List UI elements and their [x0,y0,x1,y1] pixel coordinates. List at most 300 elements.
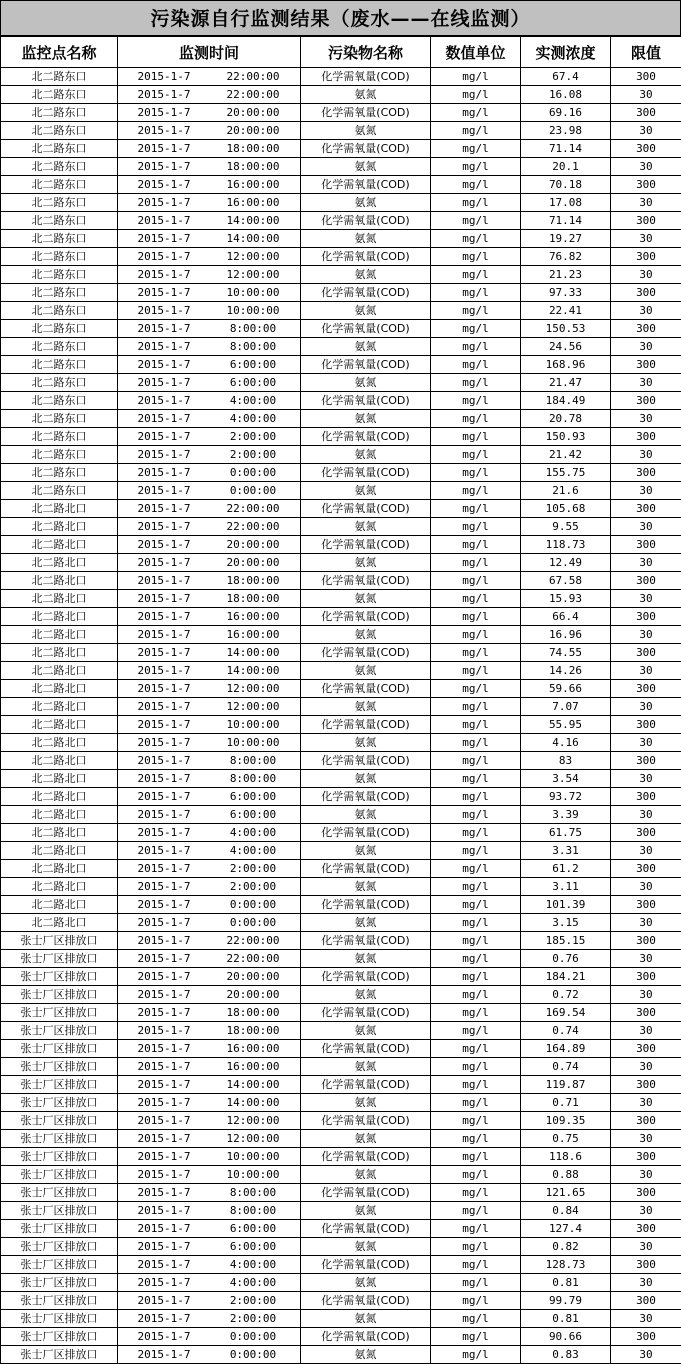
limit-cell: 300 [611,176,681,194]
pollutant-cell: 化学需氧量(COD) [301,104,431,122]
clock-value: 10:00:00 [208,1148,298,1165]
concentration-cell: 61.75 [521,824,611,842]
date-value: 2015-1-7 [120,1166,208,1183]
concentration-cell: 20.78 [521,410,611,428]
unit-cell: mg/l [431,320,521,338]
table-row [1,86,681,104]
pollutant-cell: 化学需氧量(COD) [301,860,431,878]
table-row [1,698,681,716]
pollutant-cell: 化学需氧量(COD) [301,644,431,662]
limit-cell: 30 [611,878,681,896]
unit-cell: mg/l [431,806,521,824]
clock-value: 12:00:00 [208,1130,298,1147]
unit-cell: mg/l [431,572,521,590]
clock-value: 22:00:00 [208,86,298,103]
date-value: 2015-1-7 [120,1202,208,1219]
date-value: 2015-1-7 [120,752,208,769]
site-cell: 北二路北口 [1,554,118,572]
pollutant-cell: 化学需氧量(COD) [301,1292,431,1310]
date-value: 2015-1-7 [120,536,208,553]
table-row [1,1004,681,1022]
date-value: 2015-1-7 [120,446,208,463]
site-cell: 北二路北口 [1,572,118,590]
time-cell [118,446,301,464]
concentration-cell: 21.47 [521,374,611,392]
date-value: 2015-1-7 [120,212,208,229]
limit-cell: 300 [611,860,681,878]
site-cell: 北二路东口 [1,122,118,140]
clock-value: 20:00:00 [208,968,298,985]
unit-cell: mg/l [431,374,521,392]
date-value: 2015-1-7 [120,284,208,301]
pollutant-cell: 氨氮 [301,662,431,680]
time-cell [118,338,301,356]
site-cell: 张士厂区排放口 [1,932,118,950]
date-value: 2015-1-7 [120,1130,208,1147]
table-row [1,1274,681,1292]
pollutant-cell: 氨氮 [301,1346,431,1364]
table-row [1,554,681,572]
table-row [1,896,681,914]
clock-value: 22:00:00 [208,950,298,967]
time-cell [118,104,301,122]
clock-value: 20:00:00 [208,122,298,139]
clock-value: 0:00:00 [208,1346,298,1363]
table-row [1,536,681,554]
concentration-cell: 7.07 [521,698,611,716]
site-cell: 张士厂区排放口 [1,1292,118,1310]
table-row [1,770,681,788]
clock-value: 0:00:00 [208,1328,298,1345]
time-cell [118,482,301,500]
date-value: 2015-1-7 [120,734,208,751]
date-value: 2015-1-7 [120,626,208,643]
table-row [1,608,681,626]
table-row [1,644,681,662]
concentration-cell: 21.6 [521,482,611,500]
time-cell [118,932,301,950]
clock-value: 14:00:00 [208,1076,298,1093]
time-cell [118,1148,301,1166]
table-row [1,1148,681,1166]
pollutant-cell: 化学需氧量(COD) [301,1256,431,1274]
concentration-cell: 93.72 [521,788,611,806]
clock-value: 2:00:00 [208,860,298,877]
limit-cell: 30 [611,482,681,500]
site-cell: 北二路北口 [1,662,118,680]
clock-value: 18:00:00 [208,158,298,175]
table-row [1,338,681,356]
date-value: 2015-1-7 [120,986,208,1003]
unit-cell: mg/l [431,68,521,86]
concentration-cell: 67.58 [521,572,611,590]
unit-cell: mg/l [431,1094,521,1112]
unit-cell: mg/l [431,932,521,950]
pollutant-cell: 氨氮 [301,230,431,248]
clock-value: 14:00:00 [208,212,298,229]
clock-value: 4:00:00 [208,824,298,841]
unit-cell: mg/l [431,824,521,842]
limit-cell: 300 [611,392,681,410]
limit-cell: 30 [611,194,681,212]
limit-cell: 30 [611,230,681,248]
pollutant-cell: 化学需氧量(COD) [301,608,431,626]
time-cell [118,1040,301,1058]
limit-cell: 30 [611,1310,681,1328]
time-cell [118,1346,301,1364]
unit-cell: mg/l [431,158,521,176]
time-cell [118,86,301,104]
site-cell: 张士厂区排放口 [1,1238,118,1256]
time-cell [118,1238,301,1256]
site-cell: 北二路北口 [1,716,118,734]
site-cell: 张士厂区排放口 [1,1058,118,1076]
concentration-cell: 3.39 [521,806,611,824]
date-value: 2015-1-7 [120,320,208,337]
unit-cell: mg/l [431,734,521,752]
unit-cell: mg/l [431,770,521,788]
time-cell [118,698,301,716]
clock-value: 4:00:00 [208,1274,298,1291]
limit-cell: 30 [611,950,681,968]
site-cell: 张士厂区排放口 [1,1184,118,1202]
date-value: 2015-1-7 [120,644,208,661]
clock-value: 12:00:00 [208,680,298,697]
date-value: 2015-1-7 [120,608,208,625]
site-cell: 北二路东口 [1,230,118,248]
pollutant-cell: 氨氮 [301,842,431,860]
clock-value: 10:00:00 [208,284,298,301]
clock-value: 2:00:00 [208,1310,298,1327]
unit-cell: mg/l [431,608,521,626]
date-value: 2015-1-7 [120,1112,208,1129]
time-cell [118,1292,301,1310]
limit-cell: 30 [611,734,681,752]
table-row [1,806,681,824]
concentration-cell: 16.96 [521,626,611,644]
time-cell [118,986,301,1004]
time-cell [118,122,301,140]
table-row [1,500,681,518]
unit-cell: mg/l [431,554,521,572]
unit-cell: mg/l [431,698,521,716]
unit-cell: mg/l [431,1040,521,1058]
time-cell [118,680,301,698]
table-row [1,1058,681,1076]
pollutant-cell: 氨氮 [301,1094,431,1112]
concentration-cell: 101.39 [521,896,611,914]
site-cell: 北二路北口 [1,878,118,896]
limit-cell: 300 [611,1112,681,1130]
date-value: 2015-1-7 [120,680,208,697]
time-cell [118,626,301,644]
unit-cell: mg/l [431,1076,521,1094]
site-cell: 张士厂区排放口 [1,986,118,1004]
limit-cell: 300 [611,824,681,842]
unit-cell: mg/l [431,446,521,464]
date-value: 2015-1-7 [120,464,208,481]
table-row [1,1202,681,1220]
site-cell: 北二路北口 [1,626,118,644]
clock-value: 14:00:00 [208,1094,298,1111]
table-row [1,392,681,410]
limit-cell: 300 [611,1184,681,1202]
date-value: 2015-1-7 [120,410,208,427]
limit-cell: 300 [611,464,681,482]
clock-value: 6:00:00 [208,1238,298,1255]
unit-cell: mg/l [431,302,521,320]
pollutant-cell: 氨氮 [301,86,431,104]
limit-cell: 300 [611,608,681,626]
date-value: 2015-1-7 [120,698,208,715]
limit-cell: 30 [611,554,681,572]
unit-cell: mg/l [431,662,521,680]
unit-cell: mg/l [431,878,521,896]
concentration-cell: 3.15 [521,914,611,932]
site-cell: 张士厂区排放口 [1,1328,118,1346]
unit-cell: mg/l [431,536,521,554]
pollutant-cell: 氨氮 [301,338,431,356]
table-row [1,212,681,230]
time-cell [118,158,301,176]
concentration-cell: 118.73 [521,536,611,554]
concentration-cell: 0.88 [521,1166,611,1184]
table-row [1,356,681,374]
unit-cell: mg/l [431,1022,521,1040]
date-value: 2015-1-7 [120,392,208,409]
time-cell [118,572,301,590]
concentration-cell: 0.72 [521,986,611,1004]
table-row [1,1094,681,1112]
results-table [0,36,681,1364]
site-cell: 张士厂区排放口 [1,1040,118,1058]
unit-cell: mg/l [431,176,521,194]
table-row [1,1040,681,1058]
table-row [1,122,681,140]
table-row [1,1130,681,1148]
clock-value: 16:00:00 [208,1058,298,1075]
clock-value: 8:00:00 [208,338,298,355]
table-row [1,1220,681,1238]
time-cell [118,608,301,626]
site-cell: 北二路北口 [1,536,118,554]
clock-value: 0:00:00 [208,896,298,913]
concentration-cell: 150.93 [521,428,611,446]
table-row [1,140,681,158]
site-cell: 北二路北口 [1,842,118,860]
site-cell: 北二路北口 [1,770,118,788]
unit-cell: mg/l [431,842,521,860]
concentration-cell: 71.14 [521,212,611,230]
table-row [1,266,681,284]
time-cell [118,896,301,914]
concentration-cell: 0.81 [521,1310,611,1328]
pollutant-cell: 氨氮 [301,374,431,392]
pollutant-cell: 氨氮 [301,266,431,284]
time-cell [118,968,301,986]
concentration-cell: 150.53 [521,320,611,338]
limit-cell: 300 [611,752,681,770]
pollutant-cell: 氨氮 [301,158,431,176]
unit-cell: mg/l [431,968,521,986]
concentration-cell: 0.84 [521,1202,611,1220]
table-row [1,986,681,1004]
date-value: 2015-1-7 [120,554,208,571]
limit-cell: 300 [611,932,681,950]
table-row [1,734,681,752]
unit-cell: mg/l [431,788,521,806]
site-cell: 北二路东口 [1,392,118,410]
clock-value: 0:00:00 [208,464,298,481]
limit-cell: 30 [611,338,681,356]
limit-cell: 30 [611,410,681,428]
unit-cell: mg/l [431,1130,521,1148]
site-cell: 张士厂区排放口 [1,1130,118,1148]
unit-cell: mg/l [431,860,521,878]
date-value: 2015-1-7 [120,1004,208,1021]
date-value: 2015-1-7 [120,356,208,373]
limit-cell: 30 [611,842,681,860]
time-cell [118,212,301,230]
concentration-cell: 70.18 [521,176,611,194]
table-row [1,626,681,644]
limit-cell: 300 [611,68,681,86]
unit-cell: mg/l [431,212,521,230]
concentration-cell: 55.95 [521,716,611,734]
clock-value: 12:00:00 [208,248,298,265]
table-row [1,248,681,266]
concentration-cell: 105.68 [521,500,611,518]
time-cell [118,878,301,896]
site-cell: 北二路北口 [1,752,118,770]
concentration-cell: 0.75 [521,1130,611,1148]
clock-value: 10:00:00 [208,734,298,751]
site-cell: 北二路东口 [1,428,118,446]
unit-cell: mg/l [431,914,521,932]
site-cell: 张士厂区排放口 [1,1220,118,1238]
unit-cell: mg/l [431,500,521,518]
clock-value: 22:00:00 [208,518,298,535]
unit-cell: mg/l [431,1346,521,1364]
concentration-cell: 185.15 [521,932,611,950]
table-row [1,446,681,464]
table-row [1,950,681,968]
date-value: 2015-1-7 [120,662,208,679]
concentration-cell: 66.4 [521,608,611,626]
clock-value: 4:00:00 [208,392,298,409]
pollutant-cell: 化学需氧量(COD) [301,212,431,230]
pollutant-cell: 氨氮 [301,878,431,896]
limit-cell: 30 [611,518,681,536]
pollutant-cell: 氨氮 [301,1058,431,1076]
clock-value: 22:00:00 [208,68,298,85]
table-row [1,284,681,302]
clock-value: 8:00:00 [208,320,298,337]
concentration-cell: 17.08 [521,194,611,212]
table-row [1,374,681,392]
unit-cell: mg/l [431,464,521,482]
site-cell: 北二路北口 [1,806,118,824]
limit-cell: 30 [611,1238,681,1256]
time-cell [118,248,301,266]
pollutant-cell: 氨氮 [301,986,431,1004]
concentration-cell: 121.65 [521,1184,611,1202]
clock-value: 2:00:00 [208,428,298,445]
site-cell: 北二路北口 [1,914,118,932]
pollutant-cell: 氨氮 [301,194,431,212]
clock-value: 14:00:00 [208,662,298,679]
limit-cell: 30 [611,122,681,140]
clock-value: 6:00:00 [208,374,298,391]
pollutant-cell: 化学需氧量(COD) [301,1040,431,1058]
limit-cell: 30 [611,1202,681,1220]
time-cell [118,464,301,482]
time-cell [118,1094,301,1112]
header-limit: 限值 [611,37,681,68]
limit-cell: 300 [611,968,681,986]
date-value: 2015-1-7 [120,518,208,535]
date-value: 2015-1-7 [120,1040,208,1057]
clock-value: 12:00:00 [208,266,298,283]
pollutant-cell: 化学需氧量(COD) [301,176,431,194]
site-cell: 张士厂区排放口 [1,1094,118,1112]
site-cell: 北二路北口 [1,518,118,536]
concentration-cell: 24.56 [521,338,611,356]
limit-cell: 300 [611,1004,681,1022]
table-row [1,1076,681,1094]
concentration-cell: 14.26 [521,662,611,680]
date-value: 2015-1-7 [120,1256,208,1273]
table-row [1,572,681,590]
table-row [1,1346,681,1364]
table-row [1,662,681,680]
clock-value: 22:00:00 [208,932,298,949]
pollutant-cell: 氨氮 [301,122,431,140]
unit-cell: mg/l [431,626,521,644]
site-cell: 张士厂区排放口 [1,1148,118,1166]
pollutant-cell: 化学需氧量(COD) [301,320,431,338]
date-value: 2015-1-7 [120,176,208,193]
pollutant-cell: 氨氮 [301,734,431,752]
unit-cell: mg/l [431,590,521,608]
date-value: 2015-1-7 [120,1274,208,1291]
pollutant-cell: 化学需氧量(COD) [301,1076,431,1094]
concentration-cell: 21.42 [521,446,611,464]
concentration-cell: 119.87 [521,1076,611,1094]
clock-value: 10:00:00 [208,302,298,319]
limit-cell: 300 [611,896,681,914]
table-row [1,680,681,698]
table-row [1,194,681,212]
clock-value: 18:00:00 [208,1004,298,1021]
date-value: 2015-1-7 [120,842,208,859]
date-value: 2015-1-7 [120,230,208,247]
time-cell [118,536,301,554]
time-cell [118,1004,301,1022]
table-row [1,932,681,950]
time-cell [118,644,301,662]
time-cell [118,176,301,194]
clock-value: 20:00:00 [208,536,298,553]
date-value: 2015-1-7 [120,1076,208,1093]
concentration-cell: 118.6 [521,1148,611,1166]
date-value: 2015-1-7 [120,716,208,733]
pollutant-cell: 氨氮 [301,626,431,644]
unit-cell: mg/l [431,1310,521,1328]
concentration-cell: 0.81 [521,1274,611,1292]
pollutant-cell: 化学需氧量(COD) [301,500,431,518]
table-row [1,482,681,500]
